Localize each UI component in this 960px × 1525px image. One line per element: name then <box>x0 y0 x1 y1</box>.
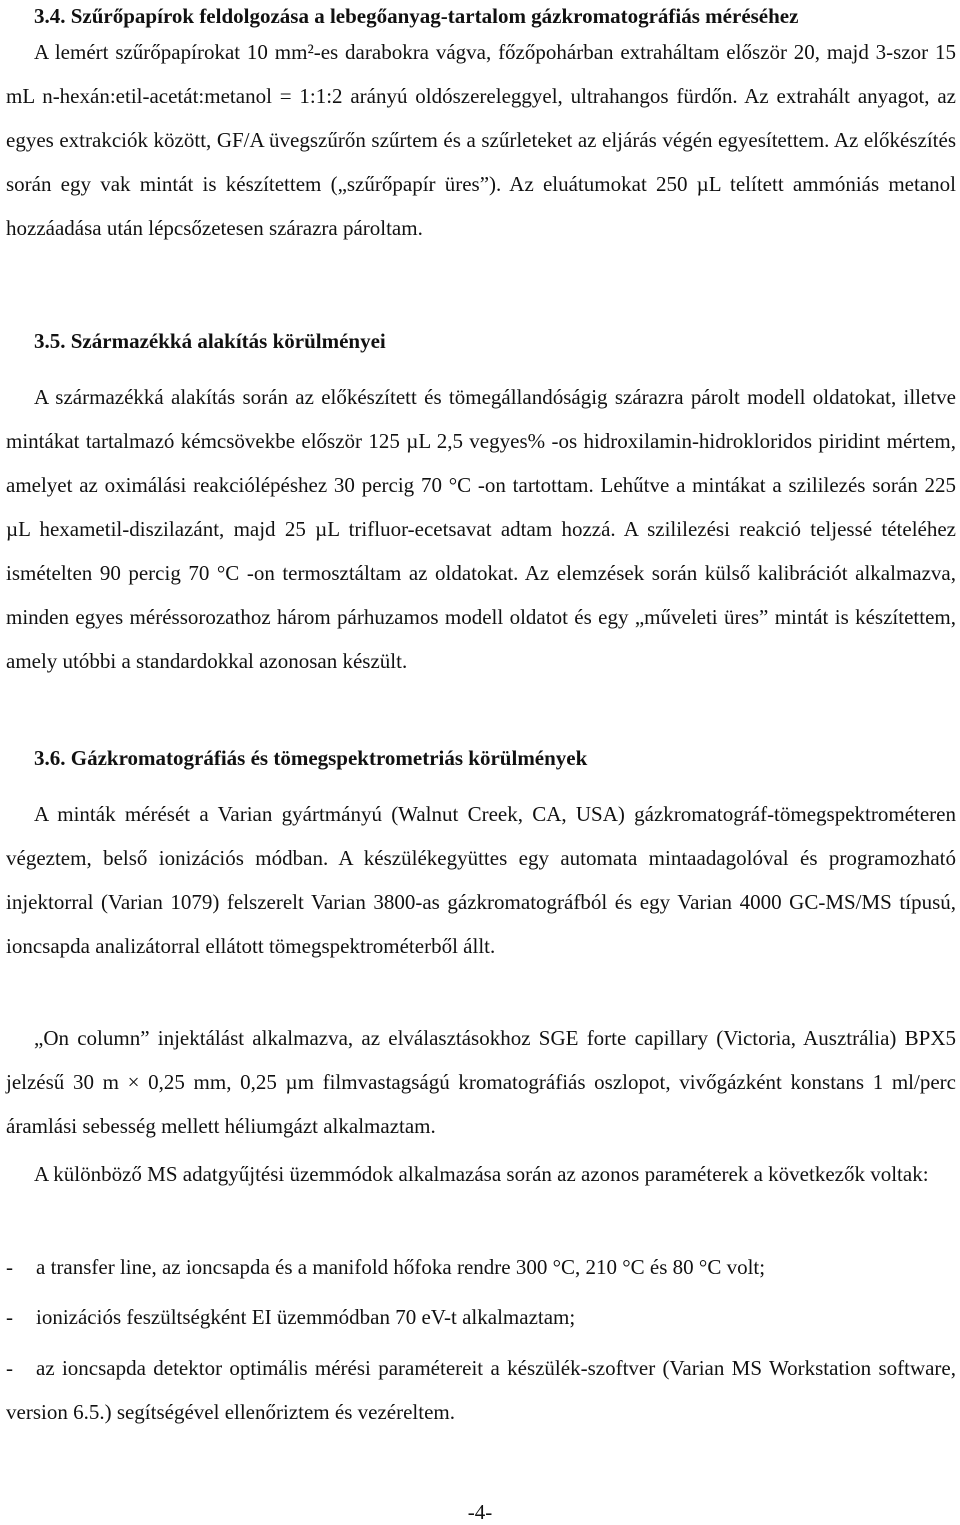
section-3-4-paragraph <box>6 30 956 250</box>
page-number: -4- <box>467 1500 493 1524</box>
list-item-text: a transfer line, az ioncsapda és a manifold hőfoka rendre 300 °C, 210 °C és 80 °C volt; <box>36 1255 766 1279</box>
section-3-6-paragraph-1 <box>6 792 956 968</box>
list-item-text: ionizációs feszültségként EI üzemmódban 70 eV-t alkalmaztam; <box>36 1305 576 1329</box>
bullet-marker: - <box>6 1356 13 1380</box>
section-3-6-paragraph-2 <box>6 1016 956 1148</box>
section-3-6-heading: 3.6. Gázkromatográfiás és tömegspektrometriás körülmények <box>34 746 588 770</box>
bullet-marker: - <box>6 1305 13 1329</box>
section-3-6-paragraph-1-text: A minták mérését a Varian gyártmányú (Walnut Creek, CA, USA) gázkromatográf-tömegspektrométeren végeztem, belső ionizációs módban. A készülékegyüttes egy automata mintaadagolóval és programozható injektorral (Varian 1079) felszerelt Varian 3800-as gázkromatográfból és egy Varian 4000 GC-MS/MS típusú, ioncsapda analizátorral ellátott tömegspektrométerből állt. <box>6 802 956 958</box>
section-3-5-paragraph <box>6 375 956 683</box>
list-item <box>6 1245 956 1289</box>
list-item-text: az ioncsapda detektor optimális mérési paramétereit a készülék-szoftver (Varian MS Workstation software, version 6.5.) segítségével ellenőriztem és vezéreltem. <box>6 1356 956 1424</box>
section-3-5-heading: 3.5. Származékká alakítás körülményei <box>34 329 386 353</box>
list-item <box>6 1295 956 1339</box>
section-3-6-paragraph-2-text: „On column” injektálást alkalmazva, az elválasztásokhoz SGE forte capillary (Victoria, Ausztrália) BPX5 jelzésű 30 m × 0,25 mm, 0,25 µm filmvastagságú kromatográfiás oszlopot, vivőgázként konstans 1 ml/perc áramlási sebesség mellett héliumgázt alkalmaztam. <box>6 1026 956 1138</box>
bullet-marker: - <box>6 1255 13 1279</box>
section-3-4-paragraph-text: A lemért szűrőpapírokat 10 mm²-es darabokra vágva, főzőpohárban extraháltam először 20, majd 3-szor 15 mL n-hexán:etil-acetát:metanol = 1:1:2 arányú oldószereleggyel, ultrahangos fürdőn. Az extrahált anyagot, az egyes extrakciók között, GF/A üvegszűrőn szűrtem és a szűrleteket az eljárás végén egyesítettem. Az előkészítés során egy vak mintát is készítettem („szűrőpapír üres”). Az eluátumokat 250 µL telített ammóniás metanol hozzáadása után lépcsőzetesen szárazra pároltam. <box>6 40 956 240</box>
list-item <box>6 1346 956 1434</box>
section-3-5-paragraph-text: A származékká alakítás során az előkészített és tömegállandóságig szárazra párolt modell oldatokat, illetve mintákat tartalmazó kémcsövekbe először 125 µL 2,5 vegyes% -os hidroxilamin-hidrokloridos piridint mértem, amelyet az oximálási reakciólépéshez 30 percig 70 °C -on tartottam. Lehűtve a mintákat a szililezés során 225 µL hexametil-diszilazánt, majd 25 µL trifluor-ecetsavat adtam hozzá. A szililezési reakció teljessé tételéhez ismételten 90 percig 70 °C -on termosztáltam az oldatokat. Az elemzések során külső kalibrációt alkalmazva, minden egyes méréssorozathoz három párhuzamos modell oldatot és egy „műveleti üres” mintát is készítettem, amely utóbbi a standardokkal azonosan készült. <box>6 385 956 673</box>
section-3-6-paragraph-3-text: A különböző MS adatgyűjtési üzemmódok alkalmazása során az azonos paraméterek a következők voltak: <box>34 1162 929 1186</box>
section-3-6-paragraph-3 <box>6 1152 956 1196</box>
section-3-4-heading: 3.4. Szűrőpapírok feldolgozása a lebegőanyag-tartalom gázkromatográfiás méréséhez <box>34 4 799 28</box>
